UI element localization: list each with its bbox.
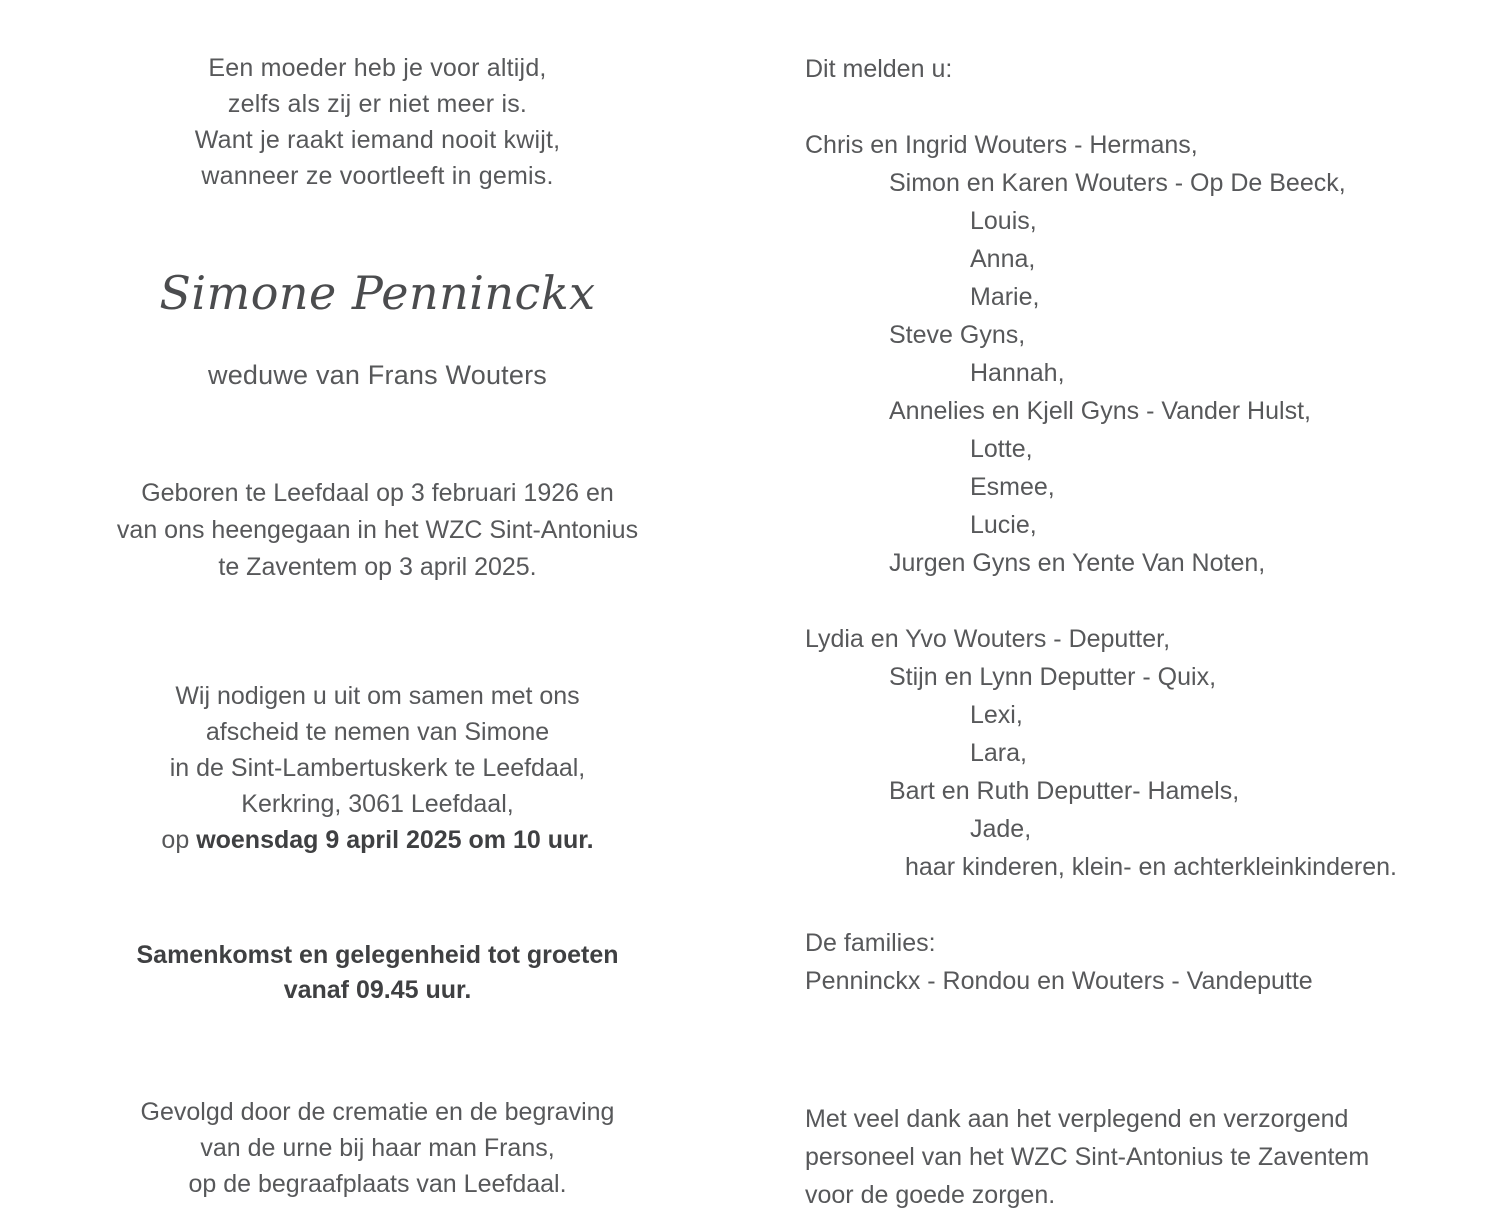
family-member: Steve Gyns,: [889, 321, 1026, 349]
thanks-block: [805, 1100, 1465, 1214]
family-member: Chris en Ingrid Wouters - Hermans,: [805, 131, 1198, 159]
family-member: Annelies en Kjell Gyns - Vander Hulst,: [889, 397, 1311, 425]
poem-block: [80, 50, 675, 194]
family-member: Lexi,: [970, 701, 1023, 729]
families-block: [805, 924, 1469, 1000]
birth-line-2: van ons heengegaan in het WZC Sint-Antonius: [116, 516, 639, 544]
thanks-line-3: voor de goede zorgen.: [805, 1181, 1056, 1209]
thanks-line-1: Met veel dank aan het verplegend en verzorgend: [805, 1105, 1349, 1133]
cremation-line-1: Gevolgd door de crematie en de begraving: [140, 1098, 615, 1126]
family-member: Anna,: [970, 245, 1036, 273]
family-member: Lara,: [970, 739, 1027, 767]
cremation-line-2: van de urne bij haar man Frans,: [200, 1134, 555, 1162]
families-header: De families:: [805, 929, 936, 957]
family-member: Simon en Karen Wouters - Op De Beeck,: [889, 169, 1346, 197]
poem-line-1: Een moeder heb je voor altijd,: [208, 54, 547, 82]
family-member: Marie,: [970, 283, 1040, 311]
poem-line-2: zelfs als zij er niet meer is.: [227, 90, 528, 118]
gathering-block: [80, 938, 675, 1008]
invite-line-2: afscheid te nemen van Simone: [205, 718, 550, 746]
invite-line-4: Kerkring, 3061 Leefdaal,: [241, 790, 514, 818]
family-member: Jurgen Gyns en Yente Van Noten,: [889, 549, 1266, 577]
family-member: Stijn en Lynn Deputter - Quix,: [889, 663, 1217, 691]
deceased-name: Simone Penninckx: [159, 266, 596, 320]
gathering-line-1: Samenkomst en gelegenheid tot groeten: [136, 941, 619, 969]
announcement-header: Dit melden u:: [805, 55, 953, 83]
invite-datetime-line: [80, 822, 675, 858]
cremation-block: [80, 1094, 675, 1202]
poem-line-4: wanneer ze voortleeft in gemis.: [201, 162, 554, 190]
deceased-relation: weduwe van Frans Wouters: [208, 360, 547, 390]
family-member: Lydia en Yvo Wouters - Deputter,: [805, 625, 1171, 653]
gathering-line-2: vanaf 09.45 uur.: [283, 976, 472, 1004]
family-member: Louis,: [970, 207, 1037, 235]
birth-line-3: te Zaventem op 3 april 2025.: [218, 553, 537, 581]
family-block-1: [805, 126, 1469, 582]
family-member: Bart en Ruth Deputter- Hamels,: [889, 777, 1240, 805]
family-member: Lotte,: [970, 435, 1033, 463]
family-member: Jade,: [970, 815, 1032, 843]
poem-line-3: Want je raakt iemand nooit kwijt,: [194, 126, 561, 154]
invitation-block: [80, 678, 675, 858]
right-column: [755, 0, 1509, 1214]
cremation-line-3: op de begraafplaats van Leefdaal.: [188, 1170, 567, 1198]
family-member: Esmee,: [970, 473, 1055, 501]
birth-death-block: [80, 475, 675, 586]
invite-line-1: Wij nodigen u uit om samen met ons: [175, 682, 580, 710]
thanks-line-2: personeel van het WZC Sint-Antonius te Zaventem: [805, 1143, 1370, 1171]
families-names: Penninckx - Rondou en Wouters - Vandeputte: [805, 967, 1313, 995]
birth-line-1: Geboren te Leefdaal op 3 februari 1926 en: [141, 479, 614, 507]
invite-line-3: in de Sint-Lambertuskerk te Leefdaal,: [169, 754, 586, 782]
invite-datetime-prefix: op: [161, 826, 197, 854]
family-member: Hannah,: [970, 359, 1065, 387]
invite-datetime-bold: woensdag 9 april 2025 om 10 uur.: [196, 826, 594, 854]
family-member: haar kinderen, klein- en achterkleinkinderen.: [905, 853, 1397, 881]
family-member: Lucie,: [970, 511, 1037, 539]
family-block-2: [805, 620, 1469, 886]
